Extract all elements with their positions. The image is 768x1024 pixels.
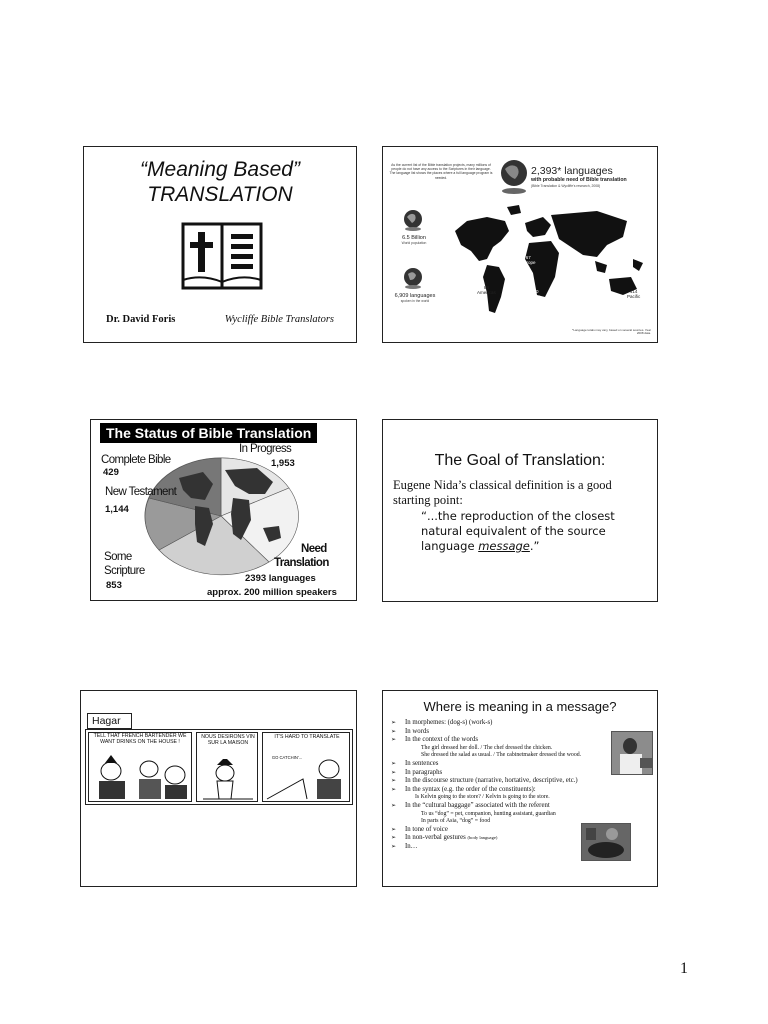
- quote-end: .”: [529, 539, 540, 553]
- bible-book-icon: [181, 220, 263, 292]
- arrow-bullet-icon: ➢: [391, 825, 397, 833]
- region-africa: [529, 289, 541, 299]
- arrow-bullet-icon: ➢: [391, 777, 397, 785]
- arrow-bullet-icon: ➢: [391, 785, 397, 793]
- comic-panel-2: [196, 732, 258, 802]
- dog-food-photo: [581, 823, 631, 861]
- region-name: Americas: [477, 290, 496, 295]
- globe-icon: [401, 209, 425, 231]
- quote-text: “...the reproduction of the closest natural equivalent of the source language: [421, 509, 615, 553]
- new-testament-label: New Testament: [105, 486, 177, 498]
- in-progress-label: In Progress: [239, 443, 292, 455]
- slide-title: [83, 146, 357, 343]
- globe-icon: [401, 267, 425, 289]
- world-languages-stat: [387, 293, 443, 303]
- list-item-text: In the “cultural baggage” associated with the referent: [405, 801, 550, 809]
- list-item-text: In sentences: [405, 759, 439, 767]
- some-scripture-label-2: Scripture: [104, 565, 145, 577]
- quote-emphasis: message: [478, 539, 530, 553]
- context-example-2: She dressed the salad as usual. / The cabinetmaker dressed the wood.: [421, 752, 582, 759]
- title-line-1: “Meaning Based”: [140, 158, 300, 181]
- region-value: 414: [629, 289, 638, 294]
- list-item-text: In the discourse structure (narrative, hortative, descriptive, etc.): [405, 777, 578, 785]
- comic-strip: [85, 729, 353, 805]
- status-title: The Status of Bible Translation: [100, 423, 317, 443]
- in-progress-value: 1,953: [271, 458, 295, 469]
- region-name: Pacific: [627, 294, 641, 299]
- region-name: Africa: [529, 294, 541, 299]
- arrow-bullet-icon: ➢: [391, 842, 397, 850]
- languages-label: spoken in the world: [400, 299, 430, 303]
- organization-name: Wycliffe Bible Translators: [224, 314, 334, 325]
- languages-headline: 2,393* languages: [531, 165, 613, 177]
- context-example-1: The girl dressed her doll. / The chef dressed the chicken.: [421, 744, 553, 751]
- list-item: [389, 719, 657, 728]
- comic-panel-3: [262, 732, 350, 802]
- arrow-bullet-icon: ➢: [391, 736, 397, 744]
- goal-title: The Goal of Translation:: [434, 452, 606, 469]
- chef-photo: [611, 731, 653, 775]
- region-asia: [615, 263, 625, 273]
- list-item-text: In the context of the words: [405, 736, 479, 744]
- population-label: World population: [401, 241, 427, 245]
- slide-status-chart: [90, 419, 357, 601]
- slide-title-heading: [84, 157, 356, 207]
- list-item-text: In the syntax (e.g. the order of the constituents):: [405, 785, 536, 793]
- need-translation-label-2: Translation: [274, 557, 329, 569]
- comic-label: Hagar: [87, 713, 132, 729]
- slide-where-is-meaning: [382, 690, 658, 887]
- slide-goal-of-translation: [382, 419, 658, 602]
- author-name: Dr. David Foris: [106, 314, 176, 325]
- region-pacific: [627, 289, 640, 299]
- world-population-stat: [389, 235, 439, 245]
- complete-bible-label: Complete Bible: [101, 454, 171, 466]
- need-translation-value: 2393 languages: [245, 573, 316, 584]
- arrow-bullet-icon: ➢: [391, 768, 397, 776]
- list-item-text: In paragraphs: [405, 768, 443, 776]
- title-line-2: TRANSLATION: [147, 183, 293, 206]
- list-item-text: In non-verbal gestures: [405, 834, 466, 842]
- languages-value: 6,909 languages: [394, 293, 436, 299]
- new-testament-value: 1,144: [105, 504, 129, 515]
- baggage-example-1: To us “dog” = pet, companion, hunting assistant, guardian: [421, 810, 556, 817]
- comic-drawing: [89, 749, 192, 802]
- source-note: (Bible Translation & Wycliffe's research, 2008): [531, 184, 601, 188]
- speech-bubble-small: GO CATCHIN'...: [271, 755, 303, 760]
- comic-drawing: [263, 749, 350, 802]
- globe-icon: [499, 159, 529, 195]
- speech-bubble: IT'S HARD TO TRANSLATE: [274, 734, 340, 740]
- need-translation-label-1: Need: [301, 543, 327, 555]
- list-item-text: In…: [405, 842, 418, 850]
- some-scripture-value: 853: [106, 580, 122, 591]
- page-number: 1: [680, 960, 688, 977]
- languages-subheadline: with probable need of Bible translation: [531, 177, 627, 183]
- list-item: [389, 777, 657, 786]
- syntax-example: Is Kelvin going to the store? / Kelvin is going to the store.: [415, 794, 550, 801]
- arrow-bullet-icon: ➢: [391, 801, 397, 809]
- comic-panel-1: [88, 732, 192, 802]
- world-map: [447, 201, 653, 321]
- map-footnote: *Language totals may vary, based on several sources. Year 2008 data.: [572, 327, 651, 336]
- region-value: 1014: [615, 263, 626, 268]
- region-americas: [477, 285, 496, 295]
- gestures-note: (body language): [467, 835, 498, 841]
- region-name: Europe: [521, 260, 536, 265]
- list-item: [389, 786, 657, 802]
- list-item-text: In morphemes: (dog-s) (work-s): [405, 719, 493, 726]
- goal-body: Eugene Nida’s classical definition is a good starting point:: [393, 478, 612, 507]
- meaning-title: Where is meaning in a message?: [423, 699, 617, 714]
- region-value: 810: [531, 289, 539, 294]
- arrow-bullet-icon: ➢: [391, 727, 397, 735]
- speech-bubble: NOUS DESIRONS VIN SUR LA MAISON: [201, 734, 255, 746]
- list-item-text: In tone of voice: [405, 825, 448, 833]
- slide-language-map: [382, 146, 658, 343]
- intro-text: As the current list of the Bible translation projects, many millions of people do not have any access to the Scriptures in their language. The language list shows the places where a full language program is needed.: [389, 163, 493, 180]
- slide-hagar-comic: [80, 690, 357, 887]
- complete-bible-value: 429: [103, 467, 119, 478]
- region-europe: [521, 255, 536, 265]
- region-value: 88: [483, 285, 489, 290]
- region-value: 67: [525, 255, 531, 260]
- list-item-text: In words: [405, 727, 429, 735]
- baggage-example-2: In parts of Asia, “dog” = food: [421, 818, 491, 825]
- population-value: 6.5 Billion: [402, 235, 426, 241]
- speakers-count: approx. 200 million speakers: [207, 587, 337, 598]
- arrow-bullet-icon: ➢: [391, 759, 397, 767]
- arrow-bullet-icon: ➢: [391, 834, 397, 842]
- region-name: Asia: [615, 268, 625, 273]
- some-scripture-label-1: Some: [104, 551, 132, 563]
- nida-quote: [421, 509, 651, 554]
- speech-bubble: TELL THAT FRENCH BARTENDER WE WANT DRINKS ON THE HOUSE !: [93, 733, 187, 745]
- comic-drawing: [197, 759, 258, 802]
- arrow-bullet-icon: ➢: [391, 719, 397, 726]
